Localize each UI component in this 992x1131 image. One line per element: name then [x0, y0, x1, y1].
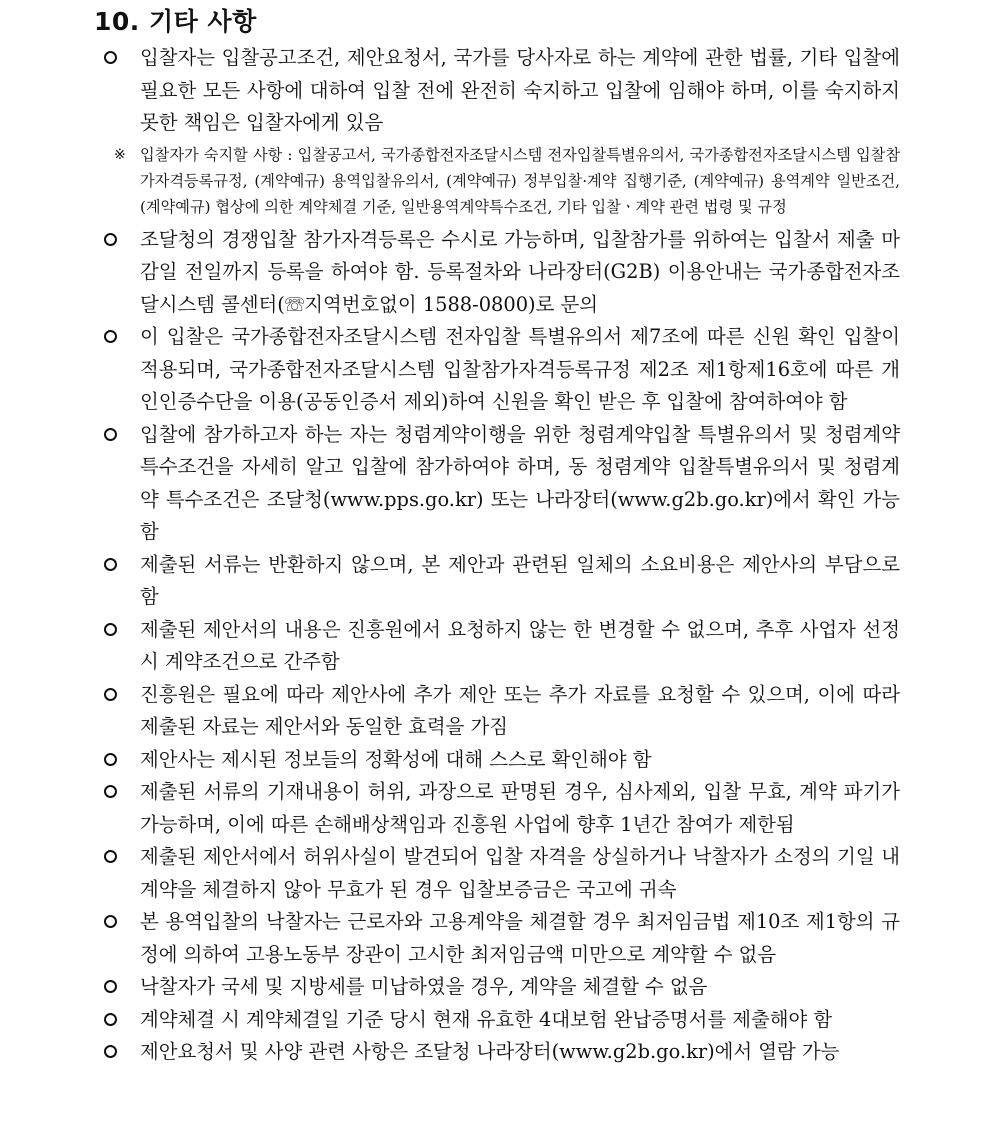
- circle-bullet-icon: [104, 915, 117, 928]
- list-item: [104, 549, 900, 614]
- list-item: [104, 419, 900, 549]
- list-item: [104, 1004, 900, 1037]
- circle-bullet-icon: [104, 428, 117, 441]
- list-item: [104, 321, 900, 419]
- item-text: 계약체결 시 계약체결일 기준 당시 현재 유효한 4대보험 완납증명서를 제출해야 함: [140, 1007, 833, 1031]
- item-text: 조달청의 경쟁입찰 참가자격등록은 수시로 가능하며, 입찰참가를 위하여는 입찰서 제출 마감일 전일까지 등록을 하여야 함. 등록절차와 나라장터(G2B) 이용안내는 국가종합전자조달시스템 콜센터(☏지역번호없이 1588-0800)로 문의: [140, 227, 900, 316]
- list-item: [104, 42, 900, 140]
- circle-bullet-icon: [104, 785, 117, 798]
- circle-bullet-icon: [104, 558, 117, 571]
- item-text: 제출된 제안서의 내용은 진흥원에서 요청하지 않는 한 변경할 수 없으며, 추후 사업자 선정 시 계약조건으로 간주함: [140, 617, 900, 673]
- list-item: [104, 224, 900, 322]
- list-item: [104, 906, 900, 971]
- note-text: 입찰자가 숙지할 사항 : 입찰공고서, 국가종합전자조달시스템 전자입찰특별유의서, 국가종합전자조달시스템 입찰참가자격등록규정, (계약예규) 용역입찰유의서, (계약예규) 정부입찰·계약 집행기준, (계약예규) 용역계약 일반조건, (계약예규) 협상에 의한 계약체결 기준, 일반용역계약특수조건, 기타 입찰ㆍ계약 관련 법령 및 규정: [140, 145, 900, 216]
- circle-bullet-icon: [104, 1045, 117, 1058]
- item-text: 제출된 서류는 반환하지 않으며, 본 제안과 관련된 일체의 소요비용은 제안사의 부담으로 함: [140, 552, 900, 608]
- circle-bullet-icon: [104, 233, 117, 246]
- item-text: 제출된 제안서에서 허위사실이 발견되어 입찰 자격을 상실하거나 낙찰자가 소정의 기일 내 계약을 체결하지 않아 무효가 된 경우 입찰보증금은 국고에 귀속: [140, 845, 900, 901]
- circle-bullet-icon: [104, 688, 117, 701]
- item-text: 이 입찰은 국가종합전자조달시스템 전자입찰 특별유의서 제7조에 따른 신원 확인 입찰이 적용되며, 국가종합전자조달시스템 입찰참가자격등록규정 제2조 제1항제16호에 따른 개인인증수단을 이용(공동인증서 제외)하여 신원을 확인 받은 후 입찰에 참여하여야 함: [140, 325, 900, 413]
- list-item: [104, 679, 900, 744]
- item-text: 입찰자는 입찰공고조건, 제안요청서, 국가를 당사자로 하는 계약에 관한 법률, 기타 입찰에 필요한 모든 사항에 대하여 입찰 전에 완전히 숙지하고 입찰에 임해야 하며, 이를 숙지하지 못한 책임은 입찰자에게 있음: [140, 46, 900, 134]
- circle-bullet-icon: [104, 1013, 117, 1026]
- list-item: [104, 841, 900, 906]
- circle-bullet-icon: [104, 51, 117, 64]
- list-item: [104, 971, 900, 1004]
- item-text: 제출된 서류의 기재내용이 허위, 과장으로 판명된 경우, 심사제외, 입찰 무효, 계약 파기가 가능하며, 이에 따른 손해배상책임과 진흥원 사업에 향후 1년간 참여가 제한됨: [140, 780, 900, 836]
- circle-bullet-icon: [104, 753, 117, 766]
- list-item: [104, 744, 900, 777]
- circle-bullet-icon: [104, 623, 117, 636]
- list-item: [104, 776, 900, 841]
- item-text: 본 용역입찰의 낙찰자는 근로자와 고용계약을 체결할 경우 최저임금법 제10조 제1항의 규정에 의하여 고용노동부 장관이 고시한 최저임금액 미만으로 계약할 수 없음: [140, 910, 900, 966]
- item-text: 진흥원은 필요에 따라 제안사에 추가 제안 또는 추가 자료를 요청할 수 있으며, 이에 따라 제출된 자료는 제안서와 동일한 효력을 가짐: [140, 682, 900, 738]
- list-item: [104, 1036, 900, 1069]
- section-title: 10. 기타 사항: [94, 7, 257, 36]
- reference-note: [104, 142, 900, 220]
- list-item: [104, 614, 900, 679]
- circle-bullet-icon: [104, 330, 117, 343]
- item-text: 제안사는 제시된 정보들의 정확성에 대해 스스로 확인해야 함: [140, 747, 652, 771]
- item-text: 입찰에 참가하고자 하는 자는 청렴계약이행을 위한 청렴계약입찰 특별유의서 및 청렴계약 특수조건을 자세히 알고 입찰에 참가하여야 하며, 동 청렴계약 입찰특별유의서 및 청렴계약 특수조건은 조달청(www.pps.go.kr) 또는 나라장터(www.g2b.go.kr)에서 확인 가능함: [140, 422, 900, 543]
- item-text: 낙찰자가 국세 및 지방세를 미납하였을 경우, 계약을 체결할 수 없음: [140, 975, 708, 998]
- circle-bullet-icon: [104, 980, 117, 993]
- item-text: 제안요청서 및 사양 관련 사항은 조달청 나라장터(www.g2b.go.kr)에서 열람 가능: [140, 1040, 840, 1063]
- circle-bullet-icon: [104, 850, 117, 863]
- note-mark: ※: [114, 146, 126, 163]
